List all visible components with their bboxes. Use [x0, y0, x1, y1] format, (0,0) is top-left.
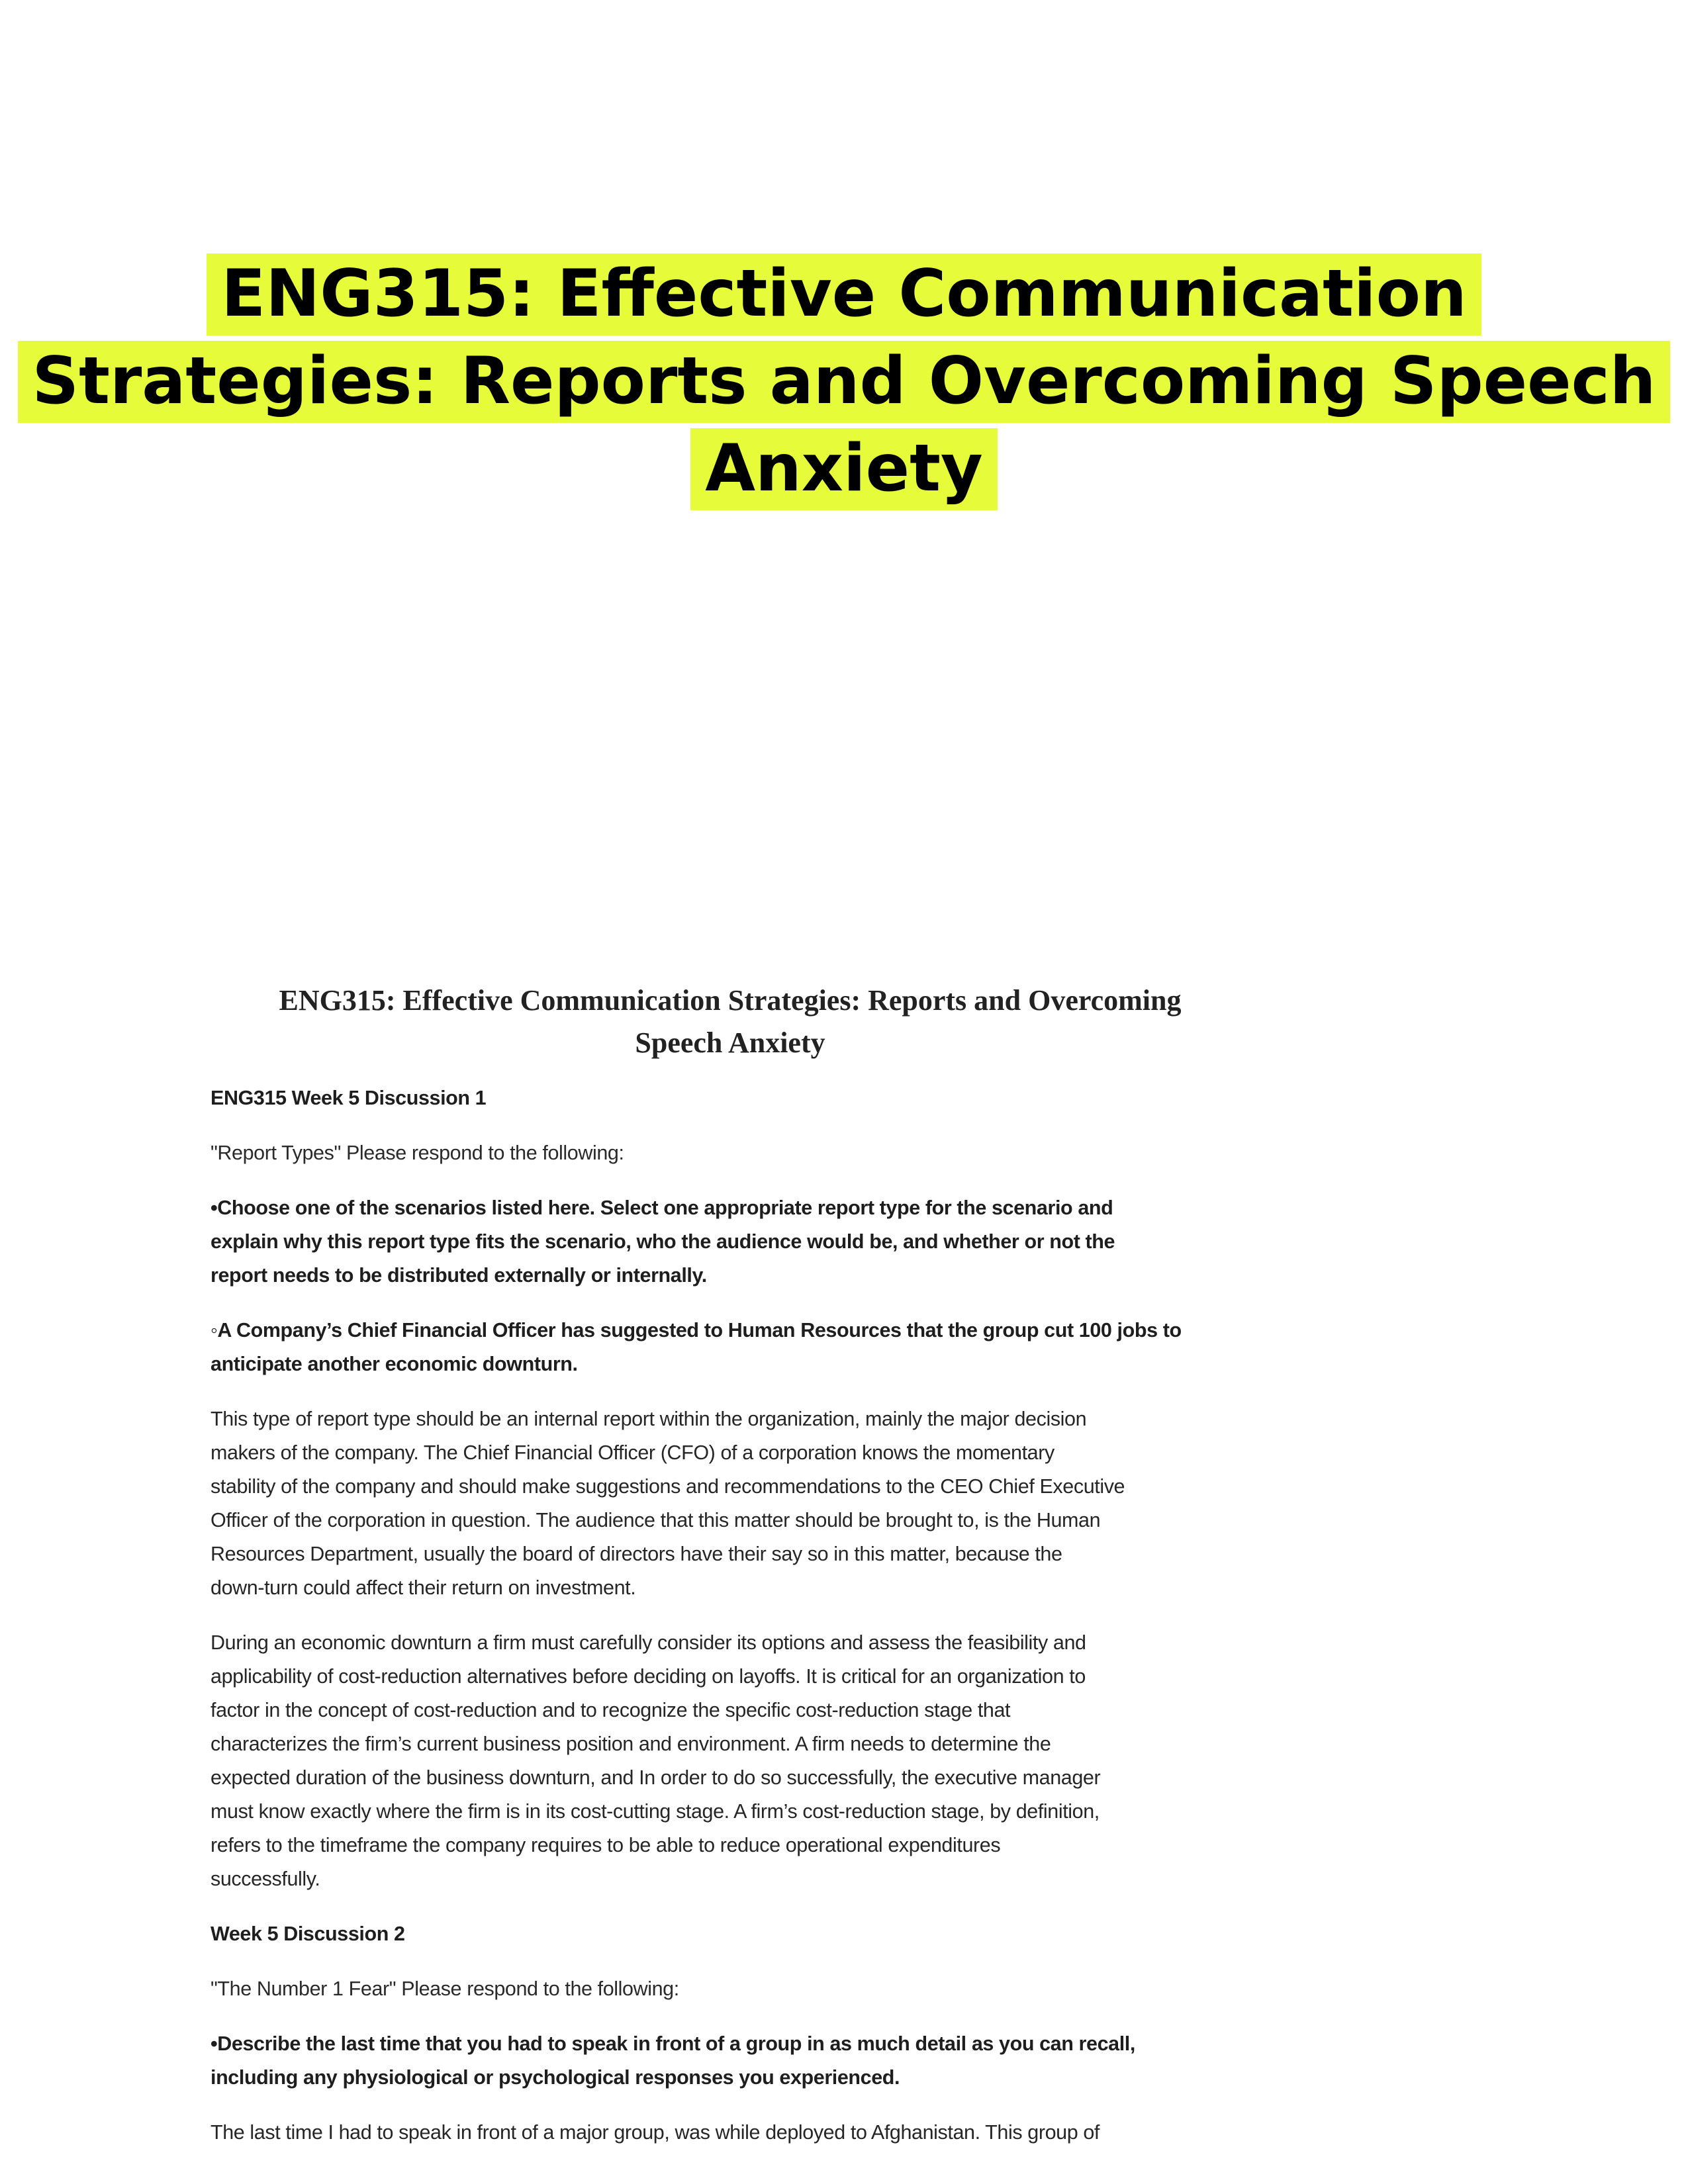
- discussion-1-prompt: "Report Types" Please respond to the following:: [211, 1142, 624, 1164]
- discussion-2-prompt: "The Number 1 Fear" Please respond to the following:: [211, 1978, 679, 2000]
- discussion-1-heading: ENG315 Week 5 Discussion 1: [211, 1087, 487, 1109]
- highlighted-title: [0, 250, 1688, 512]
- discussion-1-scenario: ◦A Company’s Chief Financial Officer has suggested to Human Resources that the group cut 100 jobs to anticipate another economic downturn.: [211, 1319, 1182, 1375]
- scan-title: ENG315: Effective Communication Strategies: Reports and Overcoming Speech Anxiety: [279, 984, 1182, 1059]
- discussion-1-answer-paragraph-2: During an economic downturn a firm must carefully consider its options and assess the feasibility and applicability of cost-reduction alternatives before deciding on layoffs. It is critical for an organization to factor in the concept of cost-reduction and to recognize the specific cost-reduction stage that characterizes the firm’s current business position and environment. A firm needs to determine the expected duration of the business downturn, and In order to do so successfully, the executive manager must know exactly where the firm is in its cost-cutting stage. A firm’s cost-reduction stage, by definition, refers to the timeframe the company requires to be able to reduce operational expenditures successfully.: [211, 1631, 1101, 1890]
- scanned-document-preview: [211, 979, 1270, 2184]
- title-line-3: Anxiety: [0, 425, 1688, 512]
- discussion-1-instruction: •Choose one of the scenarios listed here. Select one appropriate report type for the scenario and explain why this report type fits the scenario, who the audience would be, and whether or not the report needs to be distributed externally or internally.: [211, 1197, 1115, 1287]
- title-line-1: ENG315: Effective Communication: [0, 250, 1688, 338]
- title-line-2: Strategies: Reports and Overcoming Speech: [0, 338, 1688, 425]
- discussion-2-heading: Week 5 Discussion 2: [211, 1923, 405, 1945]
- discussion-2-answer-paragraph: The last time I had to speak in front of a major group, was while deployed to Afghanistan. This group of: [211, 2121, 1100, 2144]
- discussion-2-instruction: •Describe the last time that you had to speak in front of a group in as much detail as you can recall, including any physiological or psychological responses you experienced.: [211, 2032, 1135, 2089]
- discussion-1-answer-paragraph-1: This type of report type should be an internal report within the organization, mainly the major decision makers of the company. The Chief Financial Officer (CFO) of a corporation knows the momentary stability of the company and should make suggestions and recommendations to the CEO Chief Executive Officer of the corporation in question. The audience that this matter should be brought to, is the Human Resources Department, usually the board of directors have their say so in this matter, because the down-turn could affect their return on investment.: [211, 1408, 1125, 1599]
